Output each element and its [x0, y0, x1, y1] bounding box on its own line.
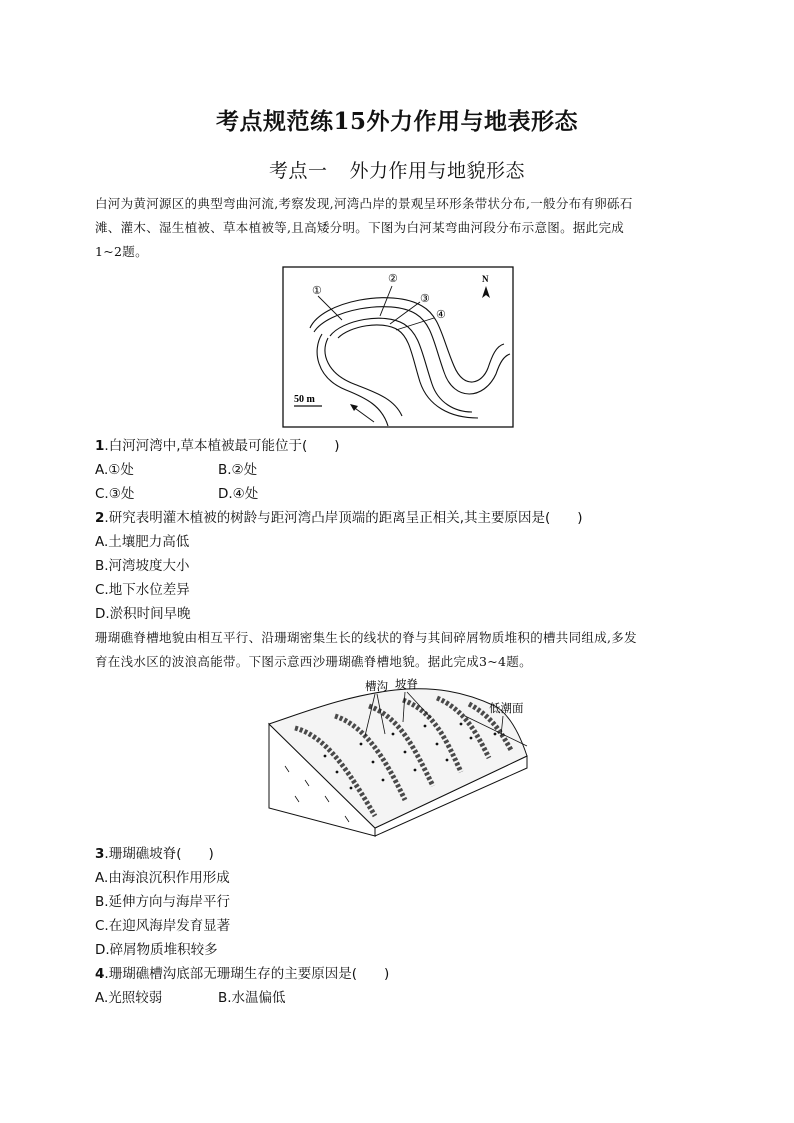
- intro-paragraph-1: [95, 192, 695, 264]
- section-title: [0, 156, 794, 183]
- q3-option-a: A.由海浪沉积作用形成: [95, 870, 230, 886]
- map-label-3: ③: [420, 293, 430, 305]
- map-label-4: ④: [436, 309, 446, 321]
- q1-option-d: D.④处: [218, 486, 259, 502]
- question-text: .研究表明灌木植被的树龄与距河湾凸岸顶端的距离呈正相关,其主要原因是( ): [104, 510, 583, 526]
- question-4: [95, 964, 389, 984]
- question-text: .白河河湾中,草本植被最可能位于( ): [104, 438, 340, 454]
- river-bend-map: [282, 266, 514, 428]
- q4-option-b: B.水温偏低: [218, 990, 286, 1006]
- question-1: [95, 436, 340, 456]
- q1-option-b: B.②处: [218, 462, 258, 478]
- label-low-tide: 低潮面: [489, 701, 524, 715]
- question-text: .珊瑚礁坡脊( ): [104, 846, 214, 862]
- intro-line: 1~2题。: [95, 244, 148, 259]
- page-title: 考点规范练15外力作用与地表形态: [215, 108, 578, 135]
- q2-option-a: A.土壤肥力高低: [95, 534, 190, 550]
- question-text: .珊瑚礁槽沟底部无珊瑚生存的主要原因是( ): [104, 966, 390, 982]
- q3-option-c: C.在迎风海岸发育显著: [95, 918, 231, 934]
- north-label: N: [482, 274, 489, 284]
- intro-line: 滩、灌木、湿生植被、草本植被等,且高矮分明。下图为白河某弯曲河段分布示意图。据此完成: [95, 220, 625, 235]
- q3-option-d: D.碎屑物质堆积较多: [95, 942, 218, 958]
- label-ridge: 坡脊: [395, 677, 418, 691]
- q2-option-d: D.淤积时间早晚: [95, 606, 191, 622]
- map-label-2: ②: [388, 273, 398, 285]
- intro-paragraph-2: [95, 626, 695, 674]
- q1-option-c: C.③处: [95, 486, 135, 502]
- section-name: 外力作用与地貌形态: [349, 160, 526, 182]
- question-number: 2: [95, 510, 105, 526]
- intro-line: 白河为黄河源区的典型弯曲河流,考察发现,河湾凸岸的景观呈环形条带状分布,一般分布有卵砾石: [95, 196, 633, 211]
- intro-line: 珊瑚礁脊槽地貌由相互平行、沿珊瑚密集生长的线状的脊与其间碎屑物质堆积的槽共同组成,多发: [95, 630, 637, 645]
- question-2: [95, 508, 583, 528]
- q2-option-c: C.地下水位差异: [95, 582, 190, 598]
- question-number: 4: [95, 966, 105, 982]
- map-label-1: ①: [312, 285, 322, 297]
- question-3: [95, 844, 214, 864]
- q1-option-a: A.①处: [95, 462, 134, 478]
- scale-label: 50 m: [294, 394, 315, 405]
- q4-option-a: A.光照较弱: [95, 990, 163, 1006]
- section-number: 考点一: [268, 160, 328, 182]
- question-number: 1: [95, 438, 105, 454]
- reef-ridge-trough-diagram: [265, 676, 535, 838]
- q3-option-b: B.延伸方向与海岸平行: [95, 894, 231, 910]
- intro-line: 育在浅水区的波浪高能带。下图示意西沙珊瑚礁脊槽地貌。据此完成3~4题。: [95, 654, 532, 669]
- q2-option-b: B.河湾坡度大小: [95, 558, 190, 574]
- question-number: 3: [95, 846, 105, 862]
- label-trough: 槽沟: [365, 679, 388, 693]
